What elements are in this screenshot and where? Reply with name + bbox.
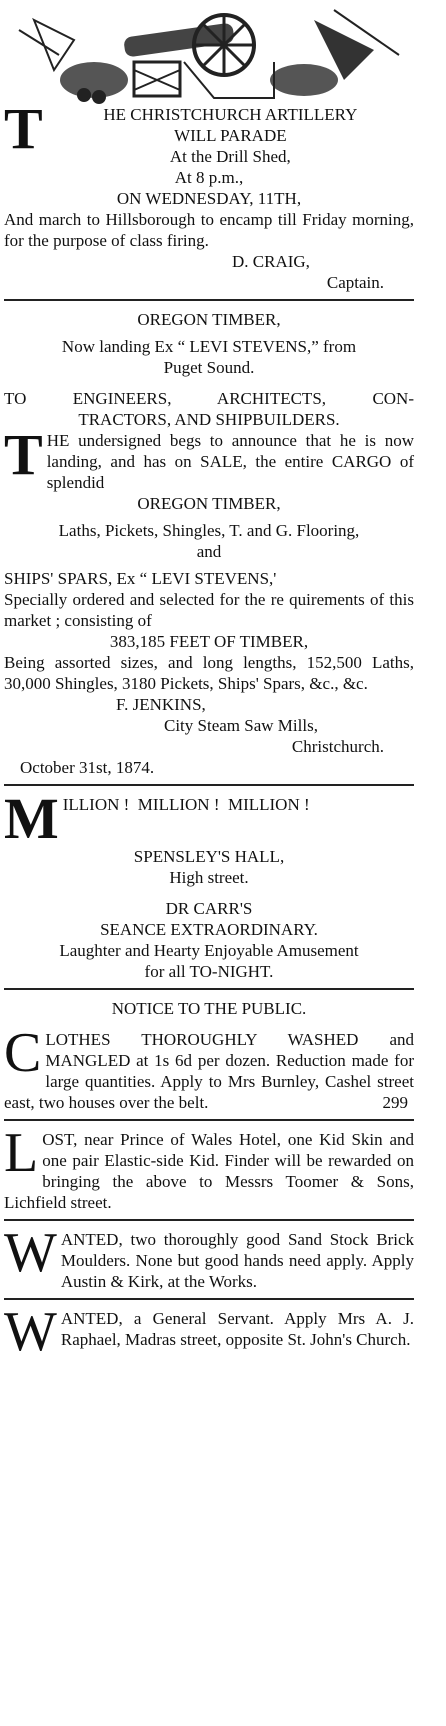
ad-body: ANTED, a General Servant. Apply Mrs A. J. Raphael, Madras street, opposite St. John's Church.	[60, 1309, 414, 1349]
signer-address: City Steam Saw Mills,	[164, 716, 318, 735]
location-line: At the Drill Shed,	[169, 147, 291, 166]
date-line: ON WEDNESDAY, 11TH,	[116, 189, 302, 208]
ad-line: SPENSLEY'S HALL,	[133, 847, 285, 866]
signer-address: Christchurch.	[291, 737, 384, 756]
signer-name: F. JENKINS,	[116, 695, 206, 714]
notice-body: And march to Hillsborough to encamp till Friday morning, for the purpose of class firing.	[4, 210, 414, 250]
ad-body: Being assorted sizes, and long lengths, 152,500 Laths, 30,000 Shingles, 3180 Pickets, Ships' Spars, &c., &c.	[4, 653, 414, 693]
ad-heading: NOTICE TO THE PUBLIC.	[111, 999, 307, 1018]
ad-line: High street.	[169, 868, 249, 887]
divider	[4, 1119, 414, 1121]
divider	[4, 988, 414, 990]
artillery-parade-notice	[4, 96, 414, 293]
ad-line: DR CARR'S	[165, 899, 253, 918]
drop-cap: W	[4, 1222, 57, 1284]
ad-heading: OREGON TIMBER,	[137, 310, 281, 329]
notice-subheading: WILL PARADE	[174, 126, 287, 145]
artillery-engraving	[14, 0, 414, 104]
ad-line: Now landing Ex “ LEVI STEVENS,” from	[61, 337, 357, 356]
signer-title: Captain.	[326, 273, 384, 292]
drop-cap: T	[4, 422, 43, 487]
newspaper-column	[4, 0, 414, 1363]
ad-line: OREGON TIMBER,	[137, 494, 281, 513]
ad-line: Puget Sound.	[163, 358, 255, 377]
signer-name: D. CRAIG,	[232, 252, 310, 271]
ad-body: HE undersigned begs to announce that he is now landing, and has on SALE, the entire CARGO of splendid	[46, 431, 414, 492]
laundry-notice	[4, 998, 414, 1113]
ad-line: Laughter and Hearty Enjoyable Amusement	[59, 941, 359, 960]
ad-body: OST, near Prince of Wales Hotel, one Kid Skin and one pair Elastic-side Kid. Finder will be rewarded on bringing the above to Messrs Toomer & Sons, Lichfield street.	[4, 1130, 414, 1212]
drop-cap: L	[4, 1122, 39, 1184]
ad-body: Specially ordered and selected for the re quirements of this market ; consisting of	[4, 590, 414, 630]
ad-line: TRACTORS, AND SHIPBUILDERS.	[78, 410, 340, 429]
ad-line: and	[196, 542, 222, 561]
ad-body: LOTHES THOROUGHLY WASHED and MANGLED at 1s 6d per dozen. Reduction made for large quantities. Apply to Mrs Burnley, Cashel street east, two houses over the belt.	[4, 1030, 414, 1112]
drop-cap: W	[4, 1301, 57, 1363]
ad-line: TO ENGINEERS, ARCHITECTS, CON-	[4, 389, 414, 408]
divider	[4, 299, 414, 301]
drop-cap: M	[4, 786, 59, 851]
drop-cap: C	[4, 1022, 42, 1084]
wanted-moulders-ad	[4, 1222, 414, 1292]
lost-notice	[4, 1122, 414, 1213]
ad-line: SHIPS' SPARS, Ex “ LEVI STEVENS,'	[4, 569, 277, 588]
divider	[4, 1219, 414, 1221]
ad-heading: ILLION ! MILLION ! MILLION !	[62, 795, 310, 814]
ad-line: for all TO-NIGHT.	[144, 962, 274, 981]
ad-body: ANTED, two thoroughly good Sand Stock Brick Moulders. None but good hands need apply. Apply Austin & Kirk, at the Works.	[60, 1230, 414, 1291]
cannon-illustration	[14, 0, 404, 104]
million-seance-ad	[4, 786, 414, 982]
divider	[4, 784, 414, 786]
wanted-servant-ad	[4, 1301, 414, 1363]
drop-cap: T	[4, 96, 43, 161]
ad-line: 383,185 FEET OF TIMBER,	[109, 632, 309, 651]
notice-heading: HE CHRISTCHURCH ARTILLERY	[103, 105, 358, 124]
ad-number: 299	[382, 1093, 408, 1112]
divider	[4, 1298, 414, 1300]
ad-date: October 31st, 1874.	[20, 758, 155, 777]
time-line: At 8 p.m.,	[174, 168, 244, 187]
ad-line: SEANCE EXTRAORDINARY.	[100, 920, 318, 939]
ad-line: Laths, Pickets, Shingles, T. and G. Flooring,	[58, 521, 360, 540]
oregon-timber-ad	[4, 309, 414, 778]
